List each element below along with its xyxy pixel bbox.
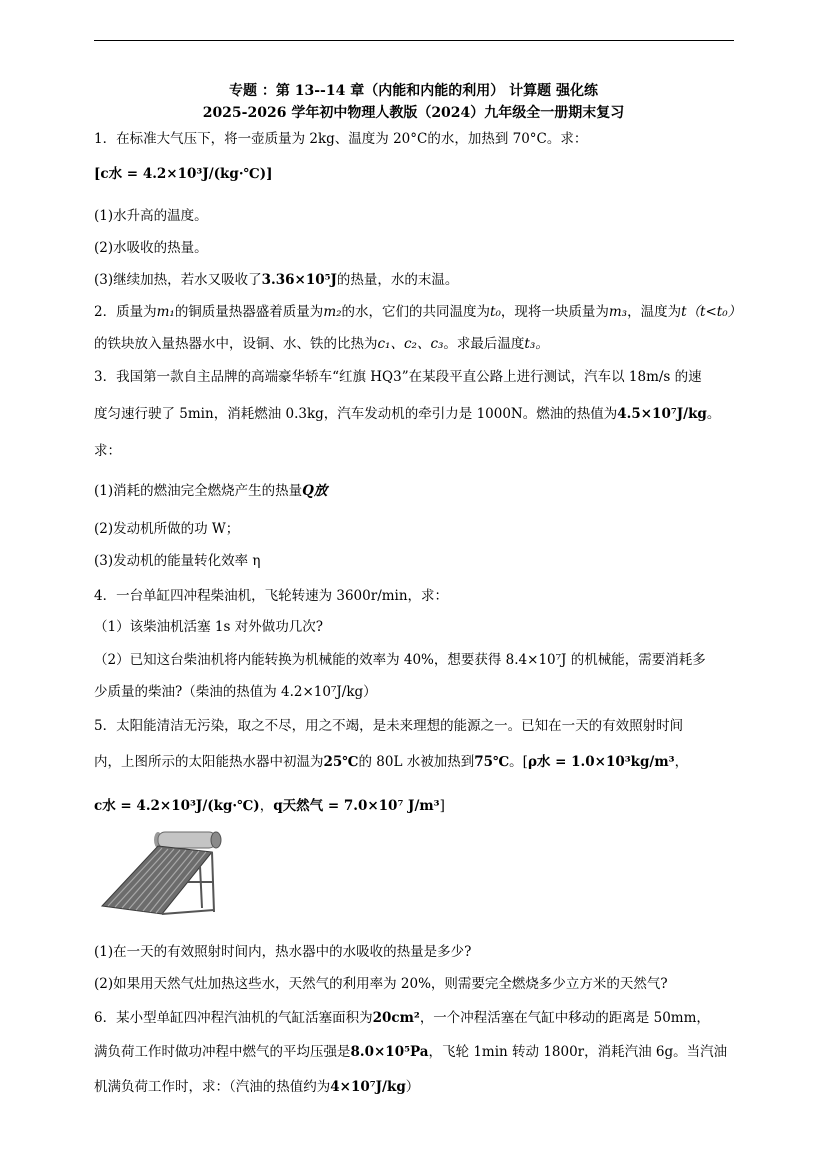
q5-density: ρ水 = 1.0×10³kg/m³ bbox=[527, 754, 675, 770]
q3-text: 度匀速行驶了 5min，消耗燃油 0.3kg，汽车发动机的牵引力是 1000N。燃油的热值为 bbox=[94, 406, 618, 422]
header-rule bbox=[94, 40, 734, 41]
q3-part1 bbox=[94, 481, 327, 501]
q6-heat-value: 4×10⁷J/kg bbox=[330, 1079, 406, 1095]
doc-title: 专题 ：第 13--14 章（内能和内能的利用） 计算题 强化练 bbox=[229, 83, 598, 99]
doc-subtitle: 2025-2026 学年初中物理人教版（2024）九年级全一册期末复习 bbox=[202, 105, 625, 121]
q5-constants: c水 = 4.2×10³J/(kg·℃)，q天然气 = 7.0×10⁷ J/m³] bbox=[94, 798, 445, 814]
q4-part1: （1）该柴油机活塞 1s 对外做功几次? bbox=[94, 619, 323, 635]
q1-part2: (2)水吸收的热量。 bbox=[94, 240, 208, 256]
q5-gas-heat-value: q天然气 = 7.0×10⁷ J/m³ bbox=[273, 798, 440, 814]
q1-constant: [c水 = 4.2×10³J/(kg·℃)] bbox=[94, 166, 273, 182]
q2-line1 bbox=[94, 302, 741, 322]
q2-text: 2．质量为 bbox=[94, 304, 157, 320]
q2-text: ，温度为 bbox=[627, 304, 682, 320]
q6-text: ，一个冲程活塞在气缸中移动的距离是 50mm， bbox=[419, 1010, 710, 1026]
q6-text: ） bbox=[405, 1079, 420, 1095]
q3-q-symbol: Q放 bbox=[302, 483, 328, 499]
q2-m1: m₁ bbox=[156, 304, 175, 320]
q4-part2-line1: （2）已知这台柴油机将内能转换为机械能的效率为 40%，想要获得 8.4×10⁷J 的机械能，需要消耗多 bbox=[94, 652, 706, 668]
q6-line1 bbox=[94, 1008, 710, 1028]
q2-text: 的 bbox=[94, 336, 108, 352]
q3-line1: 3．我国第一款自主品牌的高端豪华轿车“红旗 HQ3”在某段平直公路上进行测试，汽车以 18m/s 的速 bbox=[94, 369, 702, 385]
q6-text: ，飞轮 1min 转动 1800r，消耗汽油 6g。当汽油 bbox=[428, 1044, 728, 1060]
q5-text: ， bbox=[674, 754, 689, 770]
q3-heat-value: 4.5×10⁷J/kg bbox=[617, 406, 707, 422]
q2-t3: t₃。 bbox=[524, 336, 549, 352]
q3-line3: 求： bbox=[94, 443, 121, 459]
q2-text: 的铜质量热器盛着质量为 bbox=[174, 304, 324, 320]
q1-part1: (1)水升高的温度。 bbox=[94, 208, 208, 224]
q5-text: 内，上图所示的太阳能热水器中初温为 bbox=[94, 754, 324, 770]
q2-text: 铁块放入量热器水中，设铜、水、铁的比热为 bbox=[107, 336, 378, 352]
solar-water-heater-image bbox=[96, 826, 226, 920]
q2-m2: m₂ bbox=[323, 304, 342, 320]
q2-specific-heats: c₁、c₂、c₃ bbox=[377, 336, 444, 352]
q2-t: t bbox=[681, 304, 687, 320]
q6-line2 bbox=[94, 1042, 727, 1062]
q4-stem: 4．一台单缸四冲程柴油机，飞轮转速为 3600r/min，求： bbox=[94, 588, 449, 604]
q3-part3: (3)发动机的能量转化效率 η bbox=[94, 553, 261, 569]
q6-text: 机满负荷工作时，求：（汽油的热值约为 bbox=[94, 1079, 331, 1095]
q6-text: 满负荷工作时做功冲程中燃气的平均压强是 bbox=[94, 1044, 351, 1060]
q3-text: (1)消耗的燃油完全燃烧产生的热量 bbox=[94, 483, 303, 499]
q2-text: ，现将一块质量为 bbox=[500, 304, 609, 320]
q5-specific-heat: c水 = 4.2×10³J/(kg·℃) bbox=[94, 798, 260, 814]
q4-part2-line2: 少质量的柴油?（柴油的热值为 4.2×10⁷J/kg） bbox=[94, 684, 377, 700]
q1-part3 bbox=[94, 270, 458, 290]
q2-text: 。求最后温度 bbox=[443, 336, 525, 352]
q6-piston-area: 20cm² bbox=[372, 1010, 420, 1026]
q5-part2: (2)如果用天然气灶加热这些水，天然气的利用率为 20%，则需要完全燃烧多少立方米的天然气? bbox=[94, 976, 668, 992]
q5-text: 的 80L 水被加热到 bbox=[358, 754, 475, 770]
q6-pressure: 8.0×10⁵Pa bbox=[350, 1044, 429, 1060]
q3-line2 bbox=[94, 404, 720, 424]
q5-text: ] bbox=[439, 798, 445, 814]
q2-text: 的水，它们的共同温度为 bbox=[341, 304, 491, 320]
q3-part2: (2)发动机所做的功 W； bbox=[94, 521, 240, 537]
q5-final-temp: 75℃ bbox=[474, 754, 510, 770]
q5-part1: (1)在一天的有效照射时间内，热水器中的水吸收的热量是多少? bbox=[94, 944, 472, 960]
q3-text: 。 bbox=[706, 406, 721, 422]
q5-text: 。[ bbox=[509, 754, 528, 770]
q1-part3-tail: 的热量，水的末温。 bbox=[336, 272, 459, 288]
q1-heat-value: 3.36×10⁵J bbox=[261, 272, 337, 288]
q5-line2 bbox=[94, 752, 688, 772]
q1-part3-text: (3)继续加热，若水又吸收了 bbox=[94, 272, 262, 288]
q2-line2 bbox=[94, 334, 549, 354]
q2-t0: t₀ bbox=[490, 304, 501, 320]
q6-text: 6．某小型单缸四冲程汽油机的气缸活塞面积为 bbox=[94, 1010, 373, 1026]
q6-line3 bbox=[94, 1077, 419, 1097]
q2-t-condition: （t<t₀） bbox=[686, 304, 742, 320]
q5-initial-temp: 25℃ bbox=[323, 754, 359, 770]
q1-stem: 1．在标准大气压下，将一壶质量为 2kg、温度为 20°C的水，加热到 70°C。求： bbox=[94, 131, 588, 147]
q5-line1: 5．太阳能清洁无污染，取之不尽，用之不竭，是未来理想的能源之一。已知在一天的有效照射时间 bbox=[94, 718, 684, 734]
q2-m3: m₃ bbox=[608, 304, 628, 320]
